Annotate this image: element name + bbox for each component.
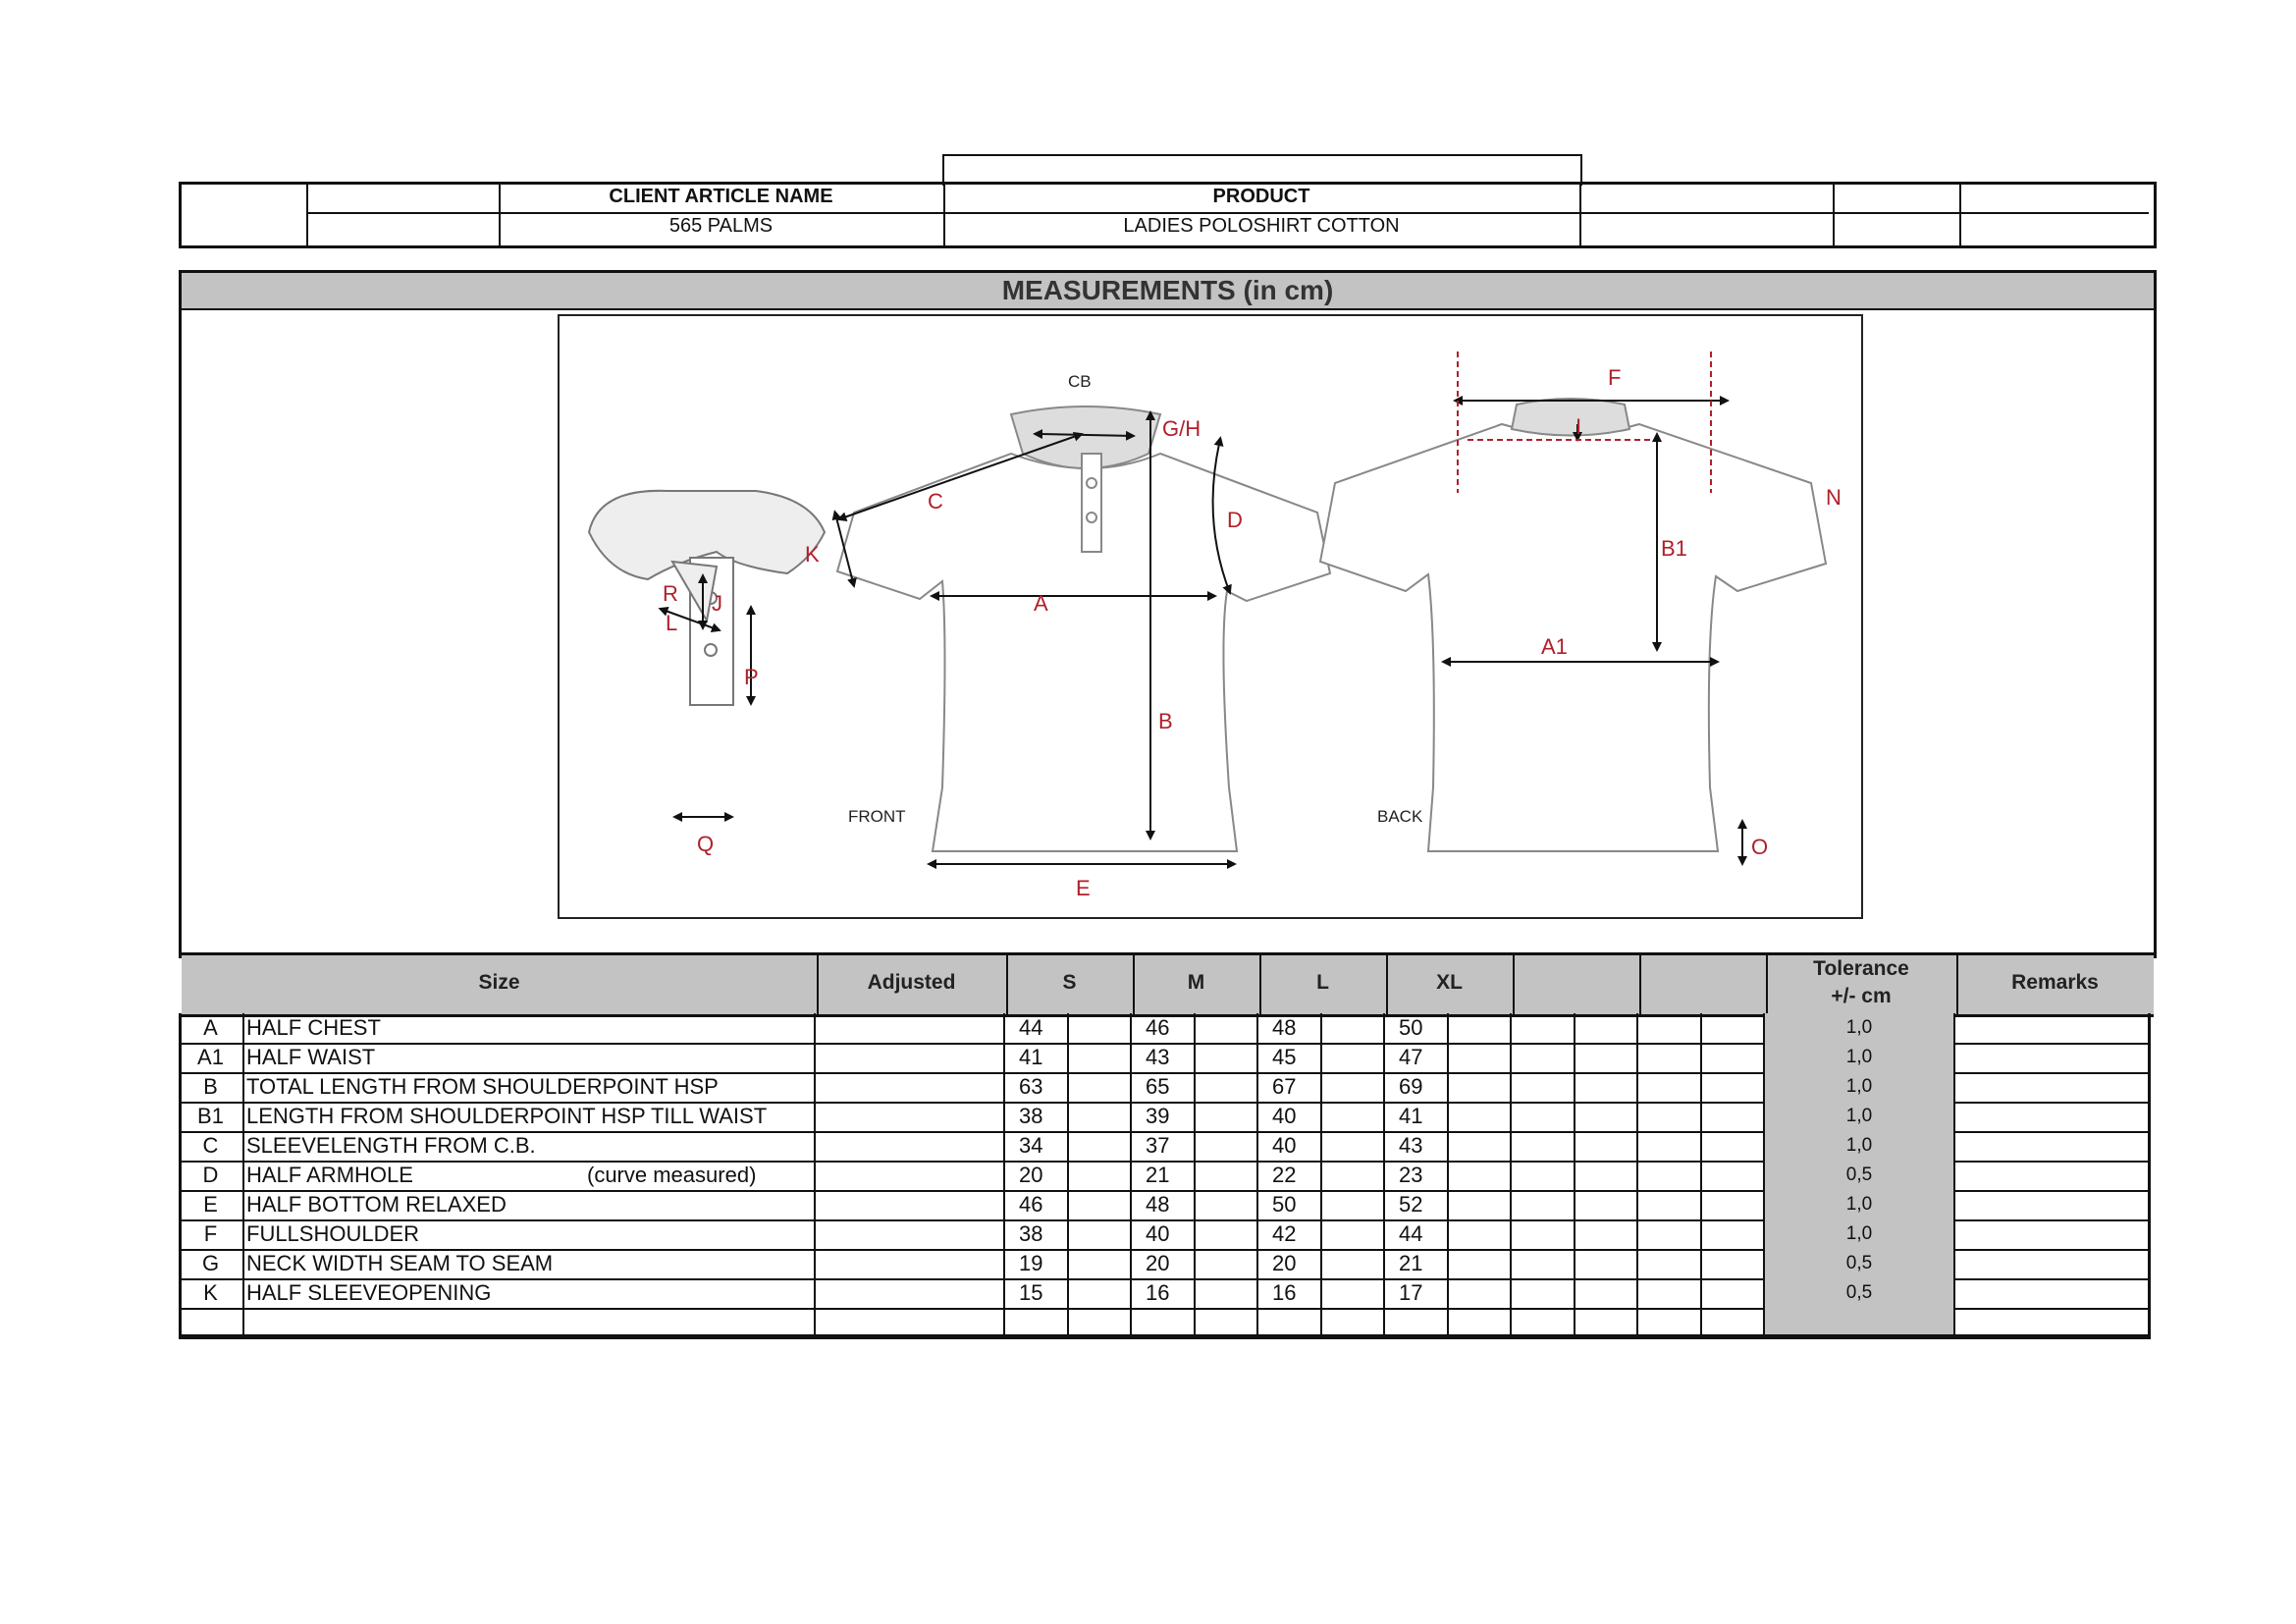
m-cell: 20 <box>1146 1251 1170 1275</box>
tolerance-cell: 1,0 <box>1765 1219 1953 1249</box>
col-remarks: Remarks <box>2011 971 2099 994</box>
col-s: S <box>1062 971 1077 994</box>
product-label: PRODUCT <box>1212 186 1310 207</box>
label-f: F <box>1608 365 1622 390</box>
desc-cell: HALF ARMHOLE <box>246 1163 413 1187</box>
s-cell: 19 <box>1019 1251 1043 1275</box>
s-cell: 38 <box>1019 1104 1043 1128</box>
desc-note: (curve measured) <box>587 1163 757 1187</box>
label-k: K <box>805 542 820 567</box>
size-header-row <box>182 952 2154 1017</box>
measurements-title: MEASUREMENTS (in cm) <box>182 273 2154 310</box>
desc-cell: SLEEVELENGTH FROM C.B. <box>246 1133 536 1158</box>
col-adjusted: Adjusted <box>867 971 956 994</box>
l-cell: 40 <box>1272 1133 1297 1158</box>
xl-cell: 43 <box>1399 1133 1423 1158</box>
product-name: LADIES POLOSHIRT COTTON <box>1123 215 1400 237</box>
code-cell: D <box>202 1163 219 1187</box>
garment-diagram <box>560 316 1857 913</box>
xl-cell: 52 <box>1399 1192 1423 1217</box>
s-cell: 20 <box>1019 1163 1043 1187</box>
desc-cell: HALF SLEEVEOPENING <box>246 1280 492 1305</box>
label-a1: A1 <box>1541 634 1568 659</box>
measurements-panel <box>179 270 2157 1007</box>
col-l: L <box>1316 971 1329 994</box>
s-cell: 44 <box>1019 1015 1043 1040</box>
code-cell: B <box>203 1074 218 1099</box>
s-cell: 46 <box>1019 1192 1043 1217</box>
back-caption: BACK <box>1377 807 1423 826</box>
label-e: E <box>1076 876 1091 900</box>
desc-cell: HALF CHEST <box>246 1015 381 1040</box>
label-b: B <box>1158 709 1173 733</box>
label-gh: G/H <box>1162 416 1201 441</box>
m-cell: 46 <box>1146 1015 1170 1040</box>
label-n: N <box>1826 485 1842 510</box>
code-cell: G <box>201 1251 220 1275</box>
m-cell: 37 <box>1146 1133 1170 1158</box>
tolerance-cell: 0,5 <box>1765 1278 1953 1308</box>
code-cell: B1 <box>197 1104 224 1128</box>
xl-cell: 23 <box>1399 1163 1423 1187</box>
code-cell: A1 <box>197 1045 224 1069</box>
m-cell: 48 <box>1146 1192 1170 1217</box>
label-q: Q <box>697 832 715 856</box>
tolerance-cell: 1,0 <box>1765 1190 1953 1219</box>
code-cell: C <box>202 1133 219 1158</box>
col-m: M <box>1187 971 1205 994</box>
code-cell: A <box>203 1015 218 1040</box>
code-cell: F <box>203 1221 218 1246</box>
s-cell: 15 <box>1019 1280 1043 1305</box>
label-l: L <box>666 611 678 635</box>
xl-cell: 41 <box>1399 1104 1423 1128</box>
desc-cell: TOTAL LENGTH FROM SHOULDERPOINT HSP <box>246 1074 719 1099</box>
tolerance-cell: 1,0 <box>1765 1043 1953 1072</box>
col-tolerance-unit: +/- cm <box>1831 985 1892 1007</box>
col-xl: XL <box>1436 971 1463 994</box>
l-cell: 48 <box>1272 1015 1297 1040</box>
m-cell: 21 <box>1146 1163 1170 1187</box>
l-cell: 67 <box>1272 1074 1297 1099</box>
s-cell: 34 <box>1019 1133 1043 1158</box>
m-cell: 43 <box>1146 1045 1170 1069</box>
xl-cell: 17 <box>1399 1280 1423 1305</box>
front-shirt-drawing <box>837 406 1330 851</box>
xl-cell: 44 <box>1399 1221 1423 1246</box>
client-article-name-label: CLIENT ARTICLE NAME <box>609 186 833 207</box>
l-cell: 50 <box>1272 1192 1297 1217</box>
l-cell: 22 <box>1272 1163 1297 1187</box>
m-cell: 40 <box>1146 1221 1170 1246</box>
xl-cell: 21 <box>1399 1251 1423 1275</box>
tolerance-cell: 1,0 <box>1765 1072 1953 1102</box>
s-cell: 63 <box>1019 1074 1043 1099</box>
tolerance-cell: 1,0 <box>1765 1131 1953 1161</box>
rows-border <box>179 1013 2151 1337</box>
code-cell: E <box>203 1192 218 1217</box>
label-o: O <box>1751 835 1769 859</box>
label-d: D <box>1227 508 1243 532</box>
l-cell: 20 <box>1272 1251 1297 1275</box>
s-cell: 41 <box>1019 1045 1043 1069</box>
code-cell: K <box>203 1280 218 1305</box>
label-c: C <box>928 489 943 514</box>
l-cell: 42 <box>1272 1221 1297 1246</box>
s-cell: 38 <box>1019 1221 1043 1246</box>
label-b1: B1 <box>1661 536 1687 561</box>
desc-cell: NECK WIDTH SEAM TO SEAM <box>246 1251 554 1275</box>
desc-cell: HALF BOTTOM RELAXED <box>246 1192 507 1217</box>
tolerance-cell: 1,0 <box>1765 1013 1953 1043</box>
label-a: A <box>1034 591 1048 616</box>
col-tolerance: Tolerance <box>1813 957 1909 980</box>
tolerance-cell: 0,5 <box>1765 1249 1953 1278</box>
m-cell: 16 <box>1146 1280 1170 1305</box>
client-article-name: 565 PALMS <box>668 215 774 237</box>
tolerance-cell: 0,5 <box>1765 1161 1953 1190</box>
garment-figure <box>558 314 1863 919</box>
m-cell: 65 <box>1146 1074 1170 1099</box>
xl-cell: 47 <box>1399 1045 1423 1069</box>
desc-cell: LENGTH FROM SHOULDERPOINT HSP TILL WAIST <box>246 1104 768 1128</box>
front-caption: FRONT <box>848 807 906 826</box>
tolerance-cell: 1,0 <box>1765 1102 1953 1131</box>
l-cell: 45 <box>1272 1045 1297 1069</box>
header-table <box>179 182 2157 248</box>
label-cb: CB <box>1068 372 1092 391</box>
label-j: J <box>712 591 722 616</box>
label-p: P <box>744 665 759 689</box>
label-r: R <box>663 581 678 606</box>
desc-cell: FULLSHOULDER <box>246 1221 420 1246</box>
m-cell: 39 <box>1146 1104 1170 1128</box>
label-i: I <box>1575 414 1582 439</box>
l-cell: 16 <box>1272 1280 1297 1305</box>
desc-cell: HALF WAIST <box>246 1045 376 1069</box>
xl-cell: 50 <box>1399 1015 1423 1040</box>
back-shirt-drawing <box>1320 399 1826 851</box>
col-size: Size <box>478 971 520 994</box>
l-cell: 40 <box>1272 1104 1297 1128</box>
collar-detail-drawing <box>589 491 825 705</box>
xl-cell: 69 <box>1399 1074 1423 1099</box>
